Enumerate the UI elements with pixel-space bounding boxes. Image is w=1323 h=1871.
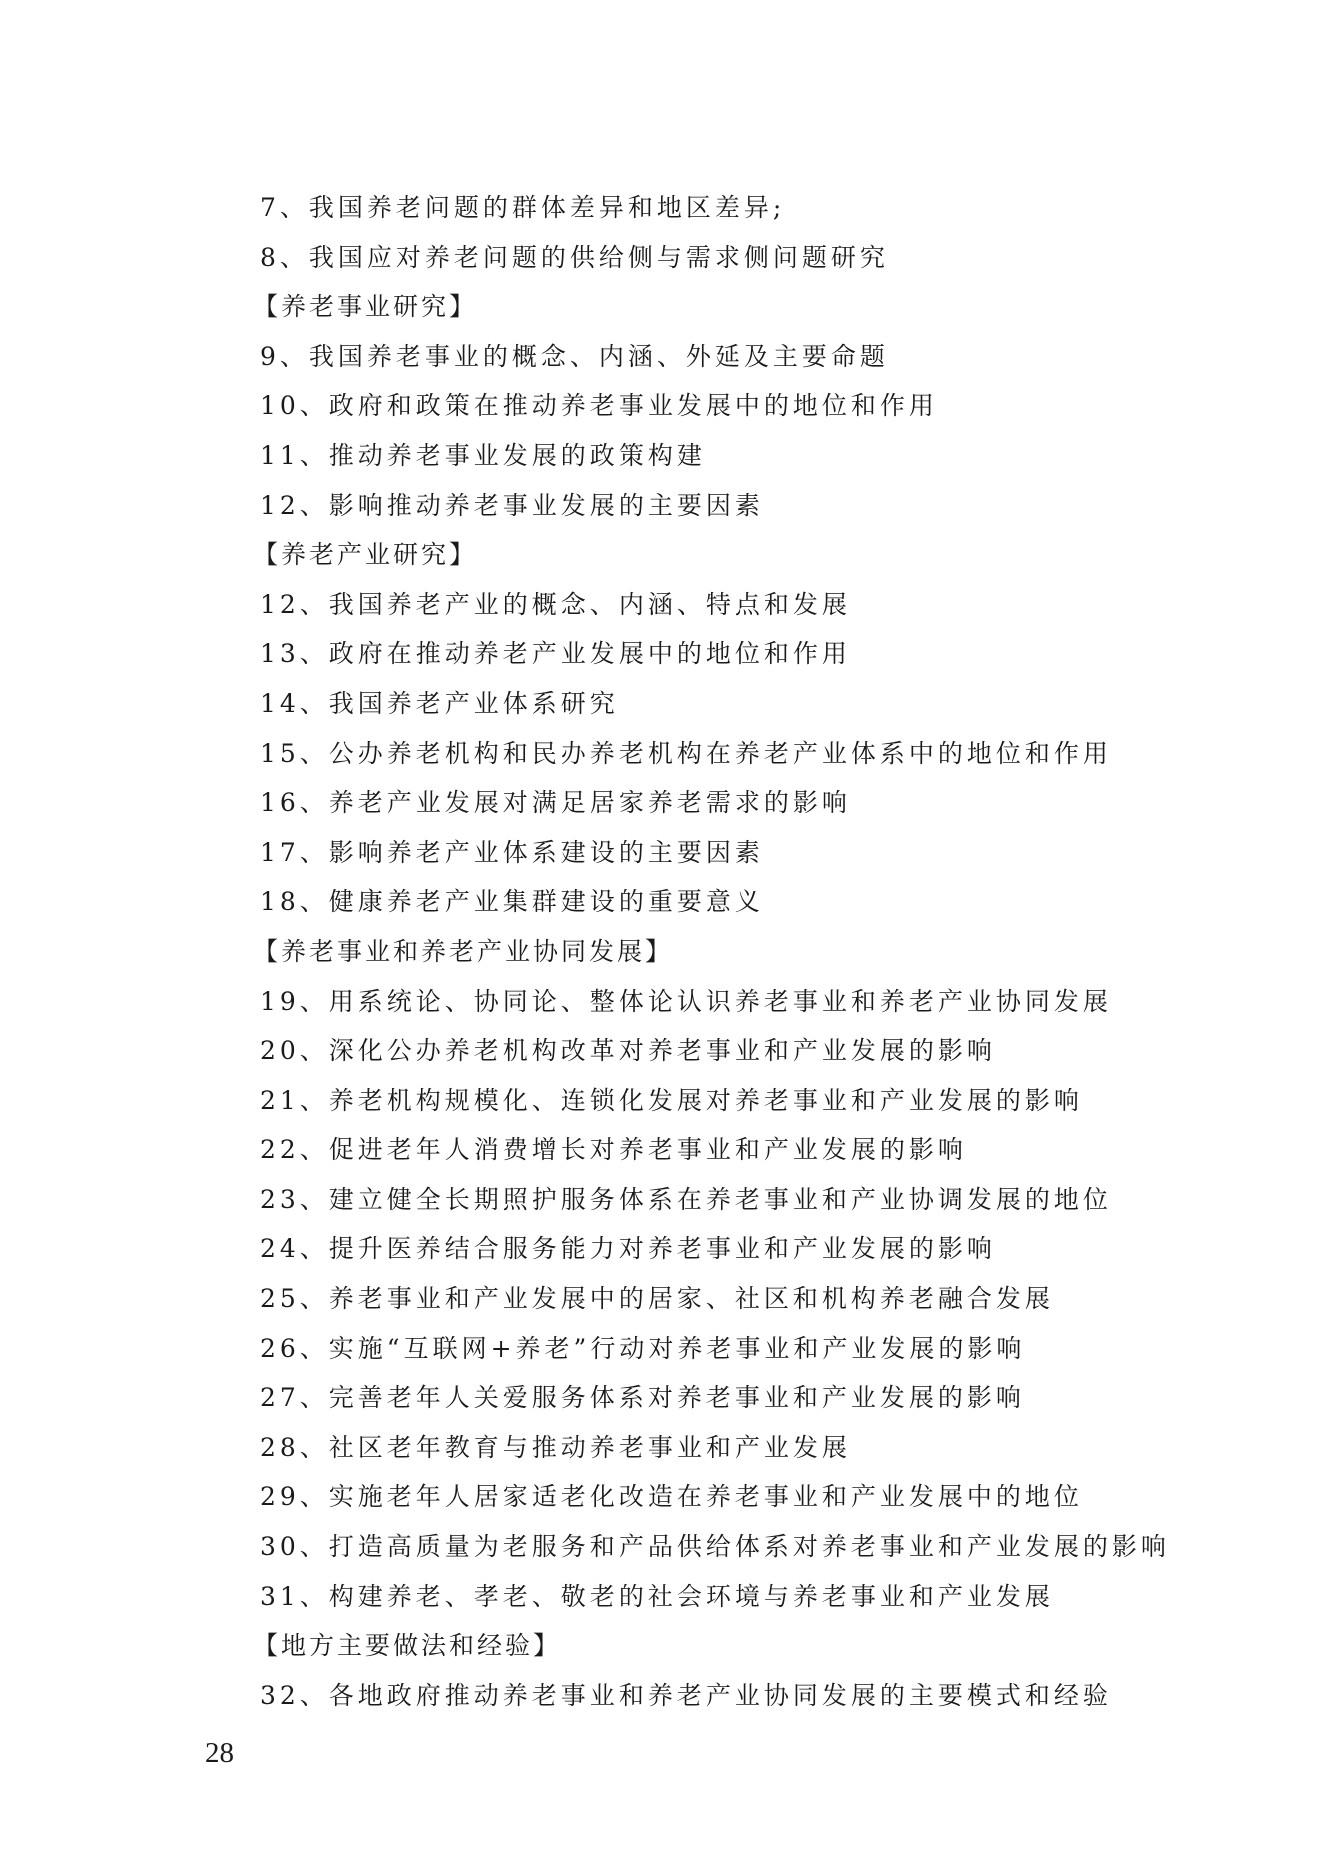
- topic-item: 17、影响养老产业体系建设的主要因素: [260, 837, 764, 867]
- topic-item: 26、实施“互联网+养老”行动对养老事业和产业发展的影响: [260, 1333, 1026, 1363]
- section-heading: 【养老事业和养老产业协同发展】: [253, 936, 674, 966]
- topic-item: 30、打造高质量为老服务和产品供给体系对养老事业和产业发展的影响: [260, 1532, 1170, 1562]
- topic-item: 22、促进老年人消费增长对养老事业和产业发展的影响: [260, 1135, 967, 1165]
- topic-item: 16、养老产业发展对满足居家养老需求的影响: [260, 788, 851, 818]
- topic-item: 8、我国应对养老问题的供给侧与需求侧问题研究: [260, 242, 889, 272]
- topic-item: 32、各地政府推动养老事业和养老产业协同发展的主要模式和经验: [260, 1680, 1112, 1710]
- topic-item: 28、社区老年教育与推动养老事业和产业发展: [260, 1432, 851, 1462]
- section-heading: 【地方主要做法和经验】: [253, 1631, 562, 1661]
- topic-item: 20、深化公办养老机构改革对养老事业和产业发展的影响: [260, 1036, 996, 1066]
- topic-item: 21、养老机构规模化、连锁化发展对养老事业和产业发展的影响: [260, 1085, 1083, 1115]
- topic-item: 29、实施老年人居家适老化改造在养老事业和产业发展中的地位: [260, 1482, 1083, 1512]
- topic-item: 10、政府和政策在推动养老事业发展中的地位和作用: [260, 391, 938, 421]
- topic-item: 18、健康养老产业集群建设的重要意义: [260, 887, 764, 917]
- section-heading: 【养老产业研究】: [253, 540, 478, 570]
- topic-item: 23、建立健全长期照护服务体系在养老事业和产业协调发展的地位: [260, 1184, 1112, 1214]
- section-heading: 【养老事业研究】: [253, 292, 478, 322]
- topic-item: 13、政府在推动养老产业发展中的地位和作用: [260, 639, 851, 669]
- topic-item: 15、公办养老机构和民办养老机构在养老产业体系中的地位和作用: [260, 738, 1112, 768]
- topic-item: 24、提升医养结合服务能力对养老事业和产业发展的影响: [260, 1234, 996, 1264]
- page-number: 28: [205, 1737, 234, 1769]
- topic-item: 7、我国养老问题的群体差异和地区差异;: [260, 193, 786, 222]
- topic-item: 12、影响推动养老事业发展的主要因素: [260, 490, 764, 520]
- topic-item: 19、用系统论、协同论、整体论认识养老事业和养老产业协同发展: [260, 986, 1112, 1016]
- topic-item: 27、完善老年人关爱服务体系对养老事业和产业发展的影响: [260, 1383, 1025, 1413]
- topic-item: 25、养老事业和产业发展中的居家、社区和机构养老融合发展: [260, 1284, 1054, 1314]
- topic-list: [253, 183, 1260, 1720]
- topic-item: 9、我国养老事业的概念、内涵、外延及主要命题: [260, 341, 889, 371]
- topic-item: 31、构建养老、孝老、敬老的社会环境与养老事业和产业发展: [260, 1581, 1054, 1611]
- topic-item: 14、我国养老产业体系研究: [260, 688, 619, 718]
- topic-item: 11、推动养老事业发展的政策构建: [260, 440, 706, 470]
- topic-item: 12、我国养老产业的概念、内涵、特点和发展: [260, 589, 851, 619]
